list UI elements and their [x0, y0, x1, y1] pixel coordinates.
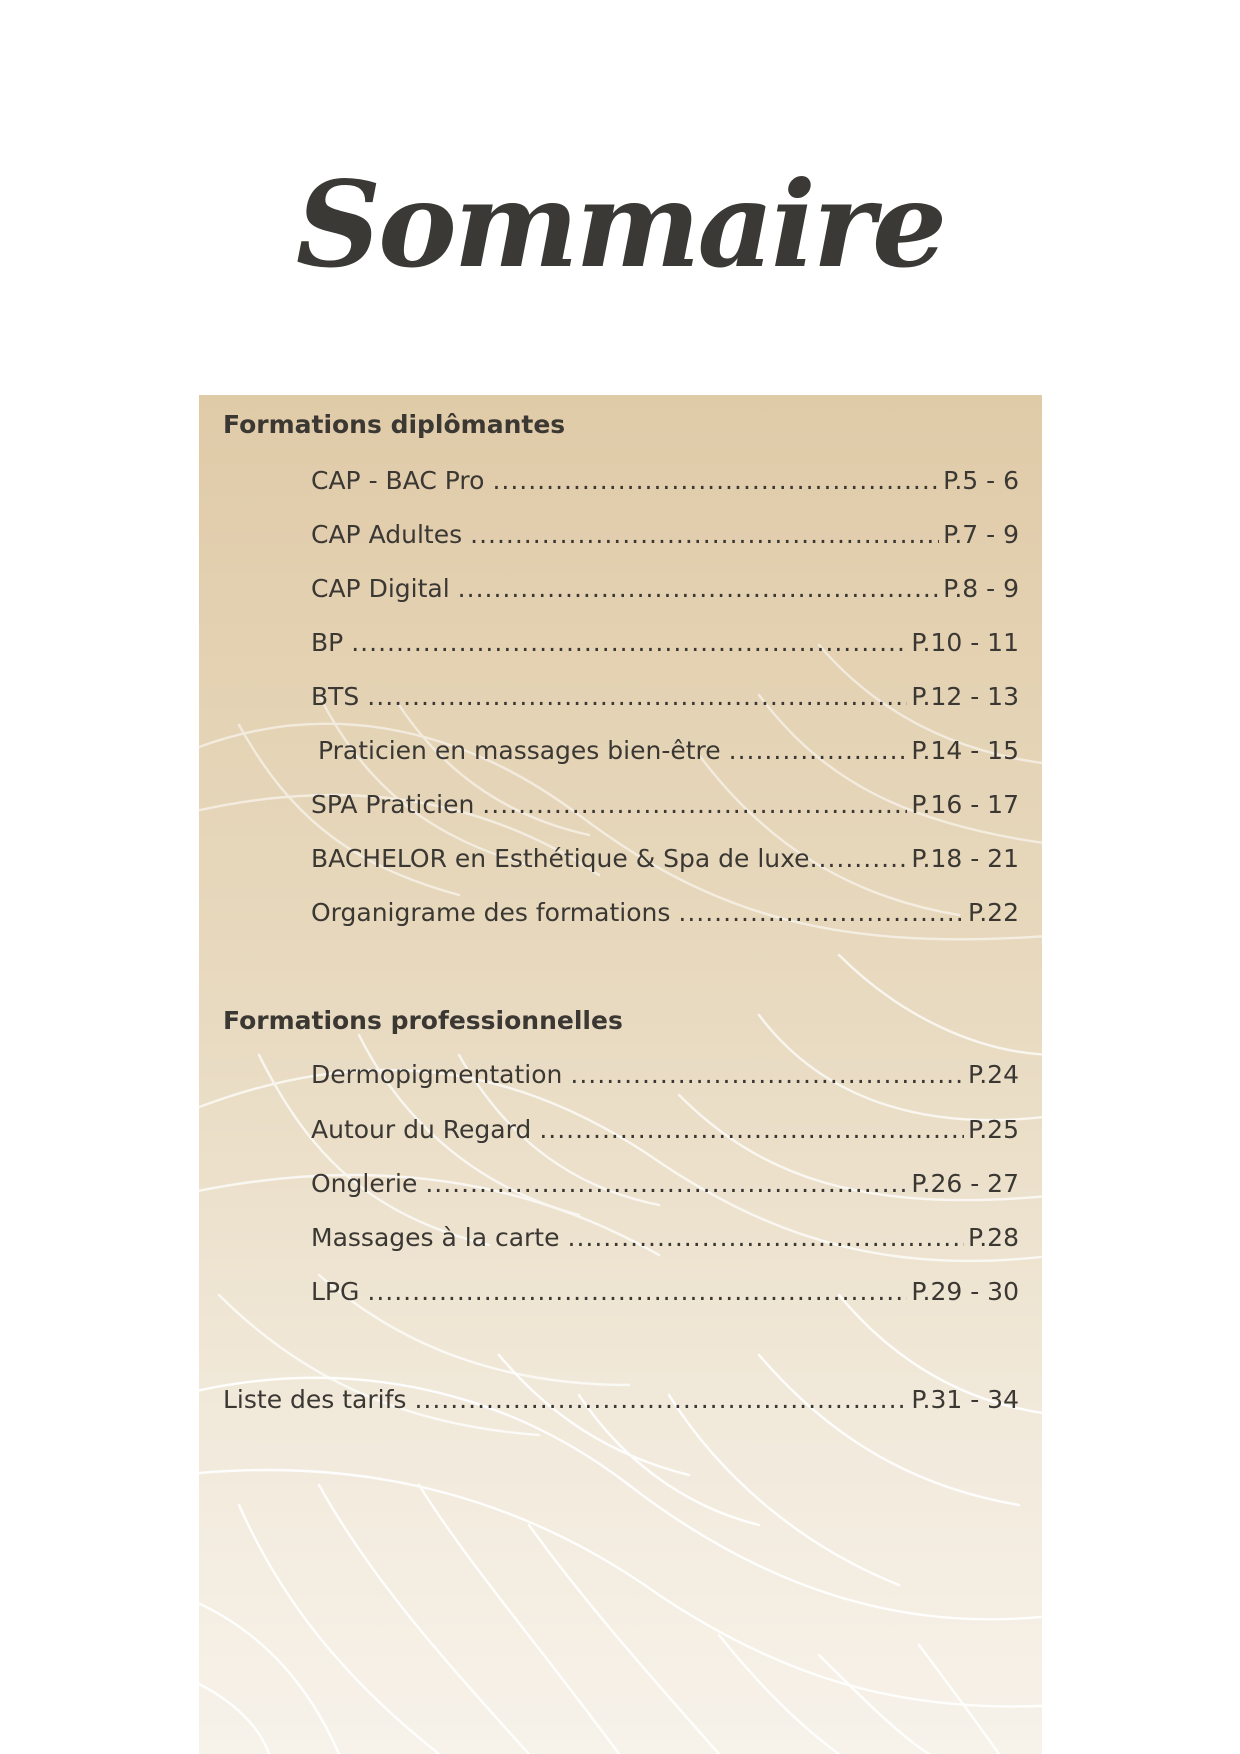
toc-entry-praticien-massages[interactable]: [318, 735, 1019, 767]
dot-leader: [425, 1168, 907, 1200]
dot-leader: [570, 1059, 964, 1091]
toc-entry-label: CAP Digital: [311, 574, 450, 603]
toc-entry-label: Massages à la carte: [311, 1223, 560, 1252]
toc-entry-label: Praticien en massages bien-être: [318, 736, 721, 765]
toc-entry-page: P.12 - 13: [911, 682, 1019, 711]
toc-entry-page: P.24: [968, 1060, 1019, 1089]
dot-leader: [367, 681, 907, 713]
toc-entry-page: P.5 - 6: [943, 466, 1019, 495]
toc-entry-label: CAP - BAC Pro: [311, 466, 485, 495]
dot-leader: [458, 573, 939, 605]
toc-entry-page: P.26 - 27: [911, 1169, 1019, 1198]
toc-entry-page: P.10 - 11: [911, 628, 1019, 657]
toc-entry-label: Autour du Regard: [311, 1115, 532, 1144]
section-heading-professionnelles: Formations professionnelles: [223, 1006, 623, 1035]
toc-entry-label: Dermopigmentation: [311, 1060, 563, 1089]
dot-leader: [810, 843, 908, 875]
toc-entry-onglerie[interactable]: [311, 1168, 1019, 1200]
toc-entry-spa-praticien[interactable]: [311, 789, 1019, 821]
toc-entry-page: P.8 - 9: [943, 574, 1019, 603]
toc-entry-lpg[interactable]: [311, 1276, 1019, 1308]
toc-entry-cap-bac-pro[interactable]: [311, 465, 1019, 497]
toc-entry-label: Onglerie: [311, 1169, 418, 1198]
toc-entry-bts[interactable]: [311, 681, 1019, 713]
toc-entry-page: P.29 - 30: [911, 1277, 1019, 1306]
toc-entry-bachelor[interactable]: [311, 843, 1019, 875]
toc-entry-page: P.18 - 21: [911, 844, 1019, 873]
toc-entry-label: SPA Praticien: [311, 790, 475, 819]
toc-entry-bp[interactable]: [311, 627, 1019, 659]
section-heading-diplomantes: Formations diplômantes: [223, 410, 566, 439]
dot-leader: [729, 735, 908, 767]
dot-leader: [367, 1276, 907, 1308]
dot-leader: [482, 789, 907, 821]
toc-entry-label: Liste des tarifs: [223, 1385, 407, 1414]
toc-entry-label: BACHELOR en Esthétique & Spa de luxe: [311, 844, 810, 873]
toc-entry-autour-du-regard[interactable]: [311, 1114, 1019, 1146]
toc-entry-page: P.22: [968, 898, 1019, 927]
toc-entry-dermopigmentation[interactable]: [311, 1059, 1019, 1091]
dot-leader: [351, 627, 907, 659]
dot-leader: [414, 1384, 907, 1416]
toc-entry-label: CAP Adultes: [311, 520, 463, 549]
toc-entry-page: P.7 - 9: [943, 520, 1019, 549]
toc-entry-label: BTS: [311, 682, 360, 711]
toc-entry-cap-digital[interactable]: [311, 573, 1019, 605]
toc-entry-page: P.31 - 34: [911, 1385, 1019, 1414]
toc-entry-massages-a-la-carte[interactable]: [311, 1222, 1019, 1254]
toc-entry-page: P.28: [968, 1223, 1019, 1252]
toc-entry-liste-des-tarifs[interactable]: [223, 1384, 1019, 1416]
toc-entry-label: Organigrame des formations: [311, 898, 671, 927]
page-title: Sommaire: [295, 155, 945, 294]
toc-entry-page: P.14 - 15: [911, 736, 1019, 765]
toc-entry-label: LPG: [311, 1277, 360, 1306]
dot-leader: [492, 465, 939, 497]
toc-entry-page: P.16 - 17: [911, 790, 1019, 819]
dot-leader: [539, 1114, 964, 1146]
dot-leader: [470, 519, 939, 551]
toc-entry-organigrame[interactable]: [311, 897, 1019, 929]
toc-entry-cap-adultes[interactable]: [311, 519, 1019, 551]
dot-leader: [568, 1222, 965, 1254]
dot-leader: [678, 897, 964, 929]
toc-entry-page: P.25: [968, 1115, 1019, 1144]
toc-entry-label: BP: [311, 628, 344, 657]
